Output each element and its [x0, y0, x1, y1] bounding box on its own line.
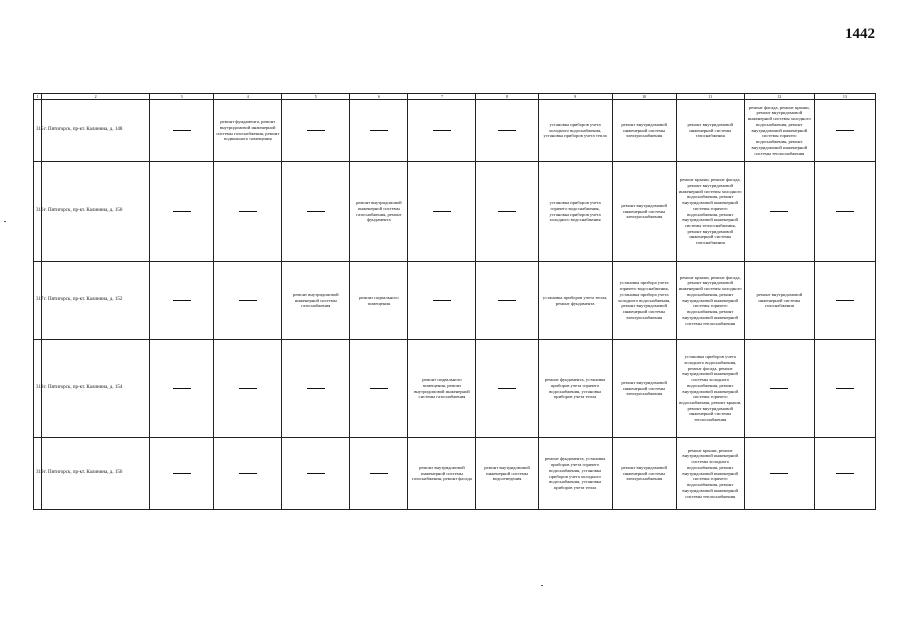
dash-cell [350, 100, 408, 162]
column-number: 3 [150, 94, 214, 100]
work-cell: ремонт внутридомовой инженерной системы электроснабжения [612, 340, 676, 438]
dash-cell [814, 340, 875, 438]
work-cell: ремонт внутридомовой инженерной системы газоснабжения [744, 262, 814, 340]
address-cell: г. Пятигорск, пр-кт. Калинина, д. 154 [42, 340, 150, 438]
dash-cell [214, 340, 282, 438]
work-cell: ремонт внутридомовой инженерной системы газоснабжения, ремонт фундамента [350, 162, 408, 262]
dash-cell [476, 262, 538, 340]
dash-mark [307, 388, 325, 389]
dash-mark [239, 388, 257, 389]
table-row [34, 262, 876, 340]
work-cell: ремонт внутридомовой инженерной системы электроснабжения [612, 100, 676, 162]
row-number: 315 [34, 100, 42, 162]
dash-cell [814, 262, 875, 340]
dash-cell [744, 340, 814, 438]
column-number: 1 [34, 94, 42, 100]
work-cell: ремонт фундамента, установка приборов учета горячего водоснабжения, установка приборов учета тепла [538, 340, 612, 438]
dash-mark [173, 130, 191, 131]
scan-speck [541, 585, 543, 586]
row-number: 319 [34, 438, 42, 510]
work-cell: ремонт подвального помещения, ремонт внутридомовой инженерной системы газоснабжения [408, 340, 476, 438]
dash-mark [433, 211, 451, 212]
dash-mark [307, 130, 325, 131]
column-number: 8 [476, 94, 538, 100]
work-cell: ремонт крыши, ремонт фасада, ремонт внутридомовой инженерной системы холодного водоснабжения, ремонт внутридомовой инженерной системы горячего водоснабжения, ремонт внутридомовой инженерной системы теплоснабжения [676, 262, 744, 340]
work-cell: ремонт фундамента, установка приборов учета горячего водоснабжения, установка приборов учета холодного водоснабжения, установка приборов учета тепла [538, 438, 612, 510]
dash-cell [150, 100, 214, 162]
dash-mark [433, 300, 451, 301]
dash-cell [214, 162, 282, 262]
dash-cell [282, 438, 350, 510]
repair-schedule-table [33, 93, 876, 510]
dash-mark [173, 211, 191, 212]
work-cell: ремонт внутридомовой инженерной системы водоотведения [476, 438, 538, 510]
column-number: 6 [350, 94, 408, 100]
work-cell: установка прибора учета горячего водоснабжения, установка прибора учета холодного водоснабжения, ремонт внутридомовой инженерной системы электроснабжения [612, 262, 676, 340]
dash-mark [239, 473, 257, 474]
address-cell: г. Пятигорск, пр-кт. Калинина, д. 156 [42, 438, 150, 510]
dash-cell [150, 162, 214, 262]
dash-mark [498, 300, 516, 301]
table-row [34, 162, 876, 262]
column-number: 4 [214, 94, 282, 100]
dash-mark [433, 130, 451, 131]
column-number: 12 [744, 94, 814, 100]
work-cell: установка приборов учета холодного водоснабжения, установка приборов учета тепла [538, 100, 612, 162]
dash-mark [770, 473, 788, 474]
dash-mark [173, 473, 191, 474]
work-cell: ремонт внутридомовой инженерной системы газоснабжения [676, 100, 744, 162]
dash-mark [498, 388, 516, 389]
work-cell: ремонт крыши, ремонт фасада, ремонт внутридомовой инженерной системы холодного водоснабжения, ремонт внутридомовой инженерной системы горячего водоснабжения, ремонт внутридомовой инженерной системы теплоснабжения, ремонт внутридомовой инженерной системы газоснабжения [676, 162, 744, 262]
dash-cell [214, 438, 282, 510]
dash-cell [150, 262, 214, 340]
dash-cell [350, 438, 408, 510]
dash-mark [370, 388, 388, 389]
column-number: 13 [814, 94, 875, 100]
dash-cell [350, 340, 408, 438]
work-cell: ремонт внутридомовой инженерной системы газоснабжения [282, 262, 350, 340]
column-number: 2 [42, 94, 150, 100]
table-row [34, 340, 876, 438]
column-number: 9 [538, 94, 612, 100]
work-cell: установка приборов учета тепла, ремонт фундамента [538, 262, 612, 340]
work-cell: ремонт фасада, ремонт крыши, ремонт внутридомовой инженерной системы холодного водоснабжения, ремонт внутридомовой инженерной системы горячего водоснабжения, ремонт внутридомовой инженерной системы теплоснабжения [744, 100, 814, 162]
table-row [34, 438, 876, 510]
dash-mark [770, 211, 788, 212]
work-cell: ремонт внутридомовой инженерной системы электроснабжения [612, 162, 676, 262]
dash-mark [307, 473, 325, 474]
dash-cell [476, 340, 538, 438]
dash-cell [476, 100, 538, 162]
dash-mark [370, 130, 388, 131]
dash-cell [814, 162, 875, 262]
dash-cell [476, 162, 538, 262]
dash-mark [836, 388, 854, 389]
row-number: 316 [34, 162, 42, 262]
dash-cell [150, 438, 214, 510]
work-cell: установка приборов учета холодного водоснабжения, ремонт фасада, ремонт внутридомовой инженерной системы холодного водоснабжения, ремонт внутридомовой инженерной системы горячего водоснабжения, ремонт крыши, ремонт внутридомовой инженерной системы теплоснабжения [676, 340, 744, 438]
dash-mark [370, 473, 388, 474]
dash-mark [173, 300, 191, 301]
dash-mark [307, 211, 325, 212]
dash-cell [282, 162, 350, 262]
dash-mark [173, 388, 191, 389]
address-cell: г. Пятигорск, пр-кт. Калинина, д. 148 [42, 100, 150, 162]
dash-cell [814, 438, 875, 510]
dash-mark [239, 300, 257, 301]
dash-cell [150, 340, 214, 438]
dash-mark [239, 211, 257, 212]
dash-mark [836, 211, 854, 212]
dash-cell [744, 438, 814, 510]
work-cell: ремонт крыши, ремонт внутридомовой инженерной системы холодного водоснабжения, ремонт внутридомовой инженерной системы горячего водоснабжения, ремонт внутридомовой инженерной системы теплоснабжения [676, 438, 744, 510]
dash-cell [282, 100, 350, 162]
dash-mark [498, 211, 516, 212]
dash-cell [282, 340, 350, 438]
dash-mark [836, 300, 854, 301]
dash-mark [836, 473, 854, 474]
dash-mark [836, 130, 854, 131]
dash-mark [498, 130, 516, 131]
work-cell: ремонт внутридомовой инженерной системы электроснабжения [612, 438, 676, 510]
dash-cell [408, 100, 476, 162]
column-number: 7 [408, 94, 476, 100]
dash-mark [770, 388, 788, 389]
scan-speck [4, 221, 6, 222]
dash-cell [408, 262, 476, 340]
dash-cell [744, 162, 814, 262]
column-number: 11 [676, 94, 744, 100]
page-number: 1442 [845, 26, 875, 42]
table-row [34, 100, 876, 162]
column-number: 10 [612, 94, 676, 100]
address-cell: г. Пятигорск, пр-кт. Калинина, д. 152 [42, 262, 150, 340]
work-cell: ремонт внутридомовой инженерной системы газоснабжения, ремонт фасада [408, 438, 476, 510]
address-cell: г. Пятигорск, пр-кт. Калинина, д. 150 [42, 162, 150, 262]
dash-cell [814, 100, 875, 162]
row-number: 318 [34, 340, 42, 438]
work-cell: ремонт фундамента, ремонт внутридомовой инженерной системы газоснабжения, ремонт подвального помещения [214, 100, 282, 162]
dash-cell [408, 162, 476, 262]
dash-cell [214, 262, 282, 340]
row-number: 317 [34, 262, 42, 340]
work-cell: установка приборов учета горячего водоснабжения, установка приборов учета холодного водоснабжения [538, 162, 612, 262]
work-cell: ремонт подвального помещения [350, 262, 408, 340]
column-number: 5 [282, 94, 350, 100]
